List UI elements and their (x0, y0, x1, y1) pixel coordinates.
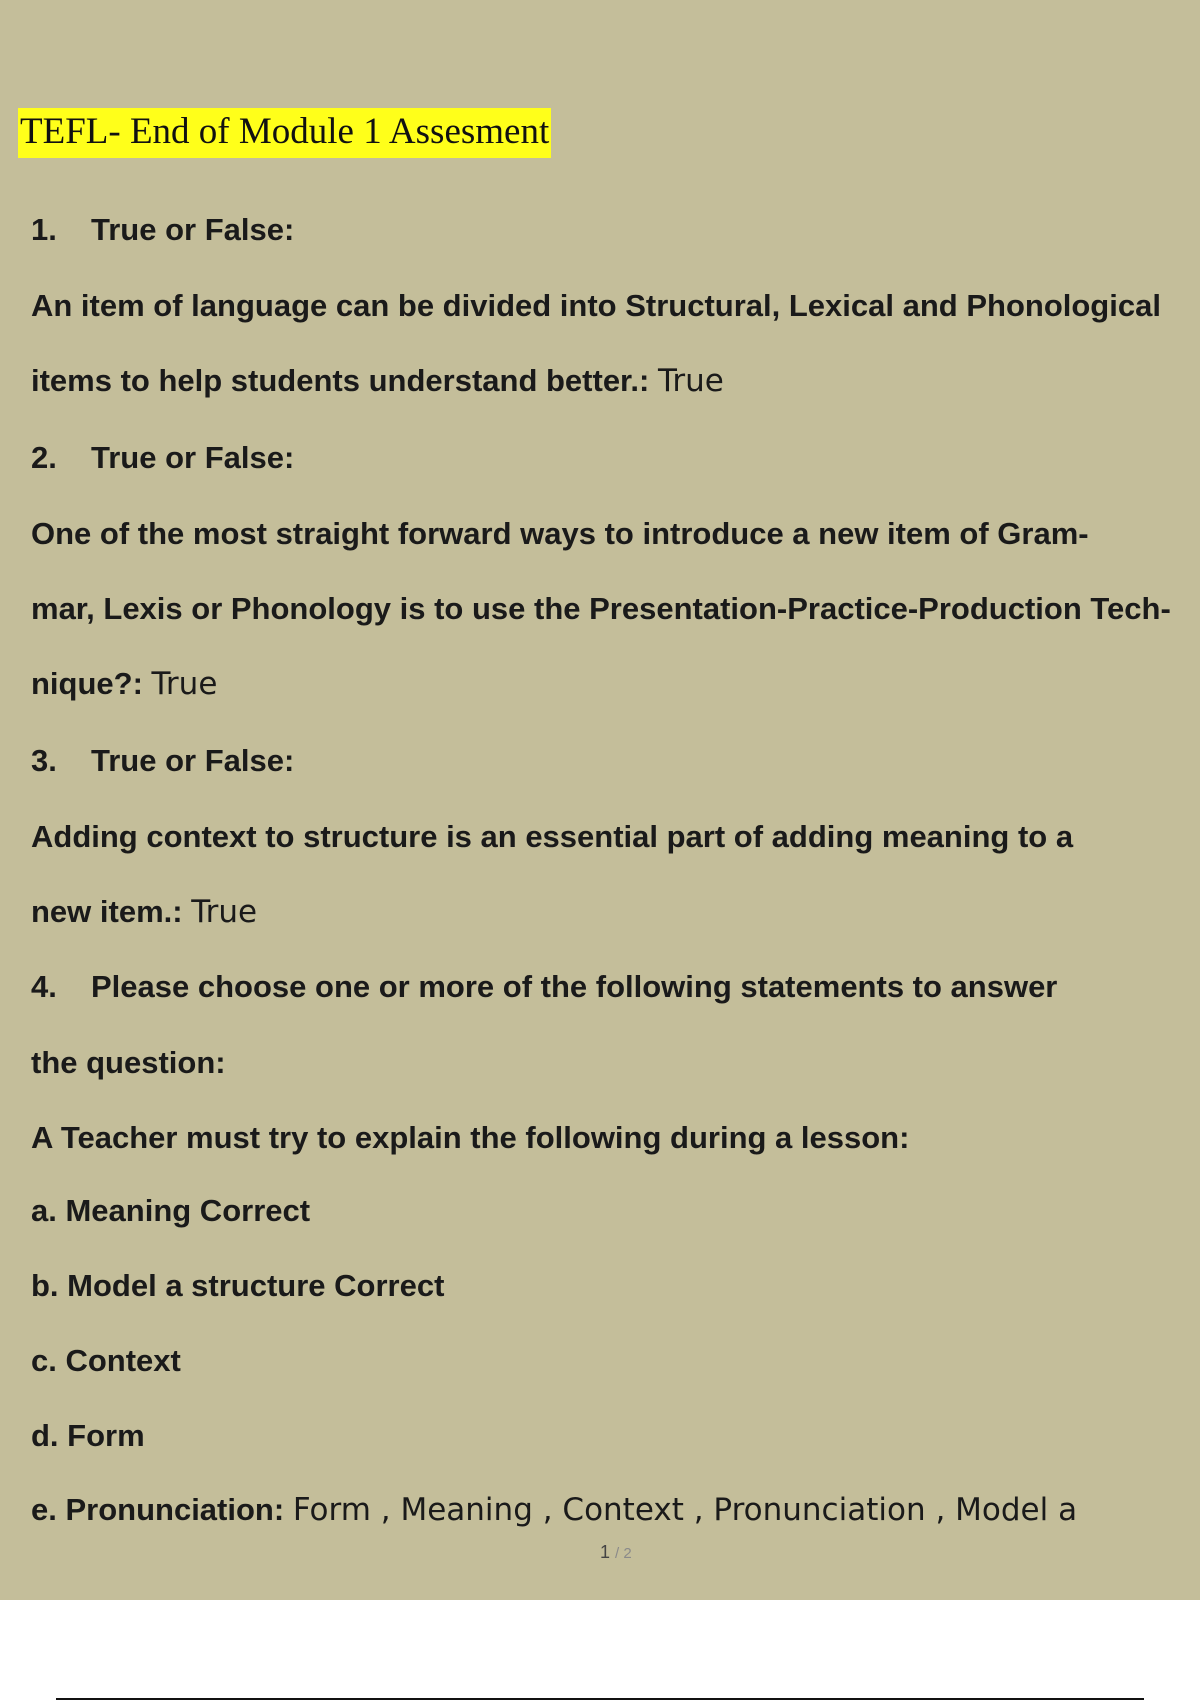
question-4-answer: Form , Meaning , Context , Pronunciation , Model a (292, 1492, 1078, 1528)
option-d: d. Form (31, 1418, 145, 1453)
question-heading-text: True or False: (91, 440, 295, 475)
question-3-heading (31, 743, 294, 779)
question-2-text-line-2: mar, Lexis or Phonology is to use the Presentation-Practice-Production Tech- (31, 591, 1171, 626)
option-b: b. Model a structure Correct (31, 1268, 445, 1303)
option-e-label: e. Pronunciation: (31, 1492, 285, 1527)
question-number: 4. (31, 969, 57, 1004)
question-heading-text: True or False: (91, 743, 295, 778)
question-4-prompt: A Teacher must try to explain the following during a lesson: (31, 1120, 910, 1155)
question-number: 2. (31, 440, 57, 475)
question-number: 1. (31, 212, 57, 247)
question-1-answer: True (657, 363, 724, 399)
question-text: items to help students understand better.: (31, 363, 650, 398)
question-1-text-line-1: An item of language can be divided into Structural, Lexical and Phonological (31, 288, 1161, 323)
question-2-text-line-3 (31, 666, 217, 702)
question-2-heading (31, 440, 294, 476)
question-3-text-line-2 (31, 894, 257, 930)
page-current: 1 (600, 1542, 611, 1562)
question-text: new item.: (31, 894, 183, 929)
question-heading-text: Please choose one or more of the following statements to answer (91, 969, 1058, 1004)
document-title: TEFL- End of Module 1 Assesment (18, 108, 551, 158)
question-3-answer: True (191, 894, 258, 930)
question-heading-text: True or False: (91, 212, 295, 247)
question-2-answer: True (151, 666, 218, 702)
question-1-heading (31, 212, 294, 248)
question-3-text-line-1: Adding context to structure is an essential part of adding meaning to a (31, 819, 1074, 854)
option-a: a. Meaning Correct (31, 1193, 311, 1228)
question-1-text-line-2 (31, 363, 724, 399)
page-total: / 2 (615, 1545, 632, 1562)
question-4-heading-line-2: the question: (31, 1045, 226, 1080)
page-number (600, 1542, 632, 1563)
question-number: 3. (31, 743, 57, 778)
option-e (31, 1492, 1077, 1528)
option-c: c. Context (31, 1343, 181, 1378)
question-text: nique?: (31, 666, 143, 701)
question-4-heading (31, 969, 1057, 1005)
question-2-text-line-1: One of the most straight forward ways to introduce a new item of Gram- (31, 516, 1089, 551)
